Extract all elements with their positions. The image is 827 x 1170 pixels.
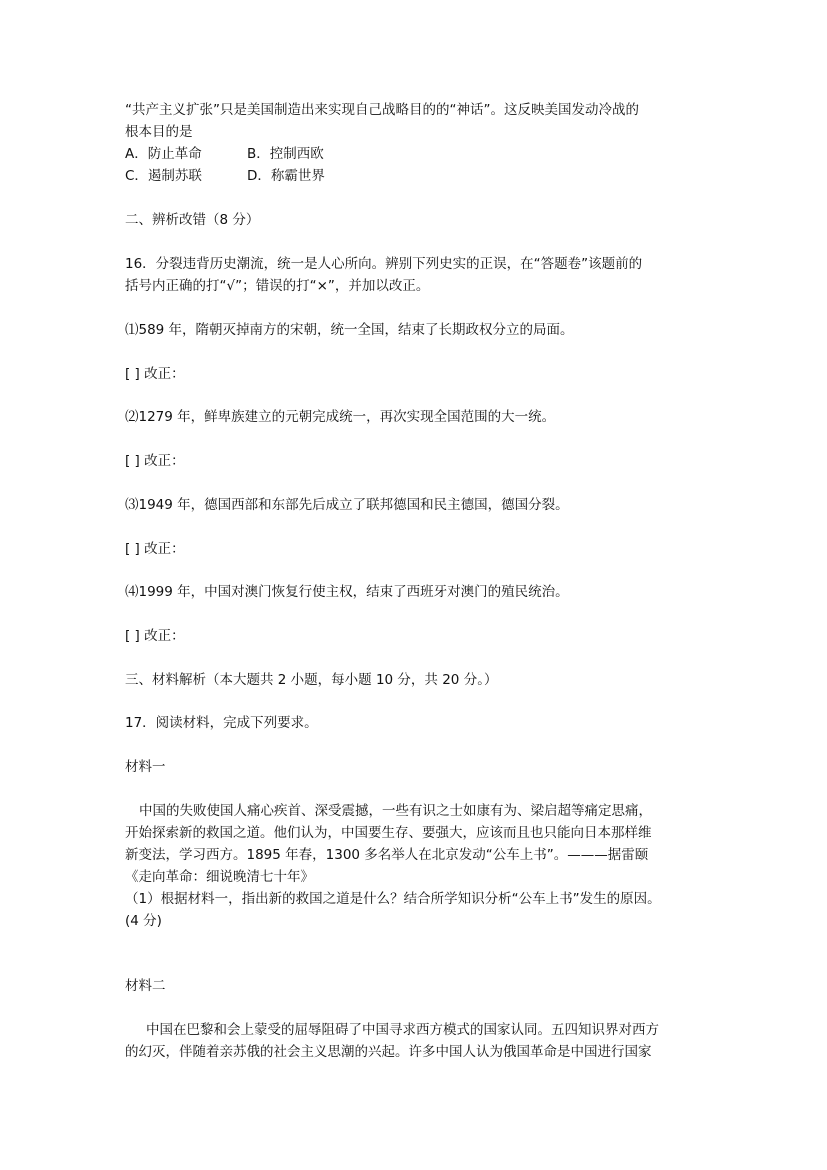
q15-options-row2 [125, 167, 325, 185]
material-1-line3: 新变法，学习西方。1895 年春，1300 多名举人在北京发动“公车上书”。———据雷颐 [125, 847, 649, 863]
q16-stem-line1: 16．分裂违背历史潮流，统一是人心所向。辨别下列史实的正误，在“答题卷”该题前的 [125, 256, 643, 272]
q16-item-1-correction: [ ] 改正： [125, 366, 185, 382]
q16-item-4: ⑷1999 年，中国对澳门恢复行使主权，结束了西班牙对澳门的殖民统治。 [125, 584, 569, 600]
q17-intro: 17．阅读材料，完成下列要求。 [125, 715, 318, 731]
q15-option-a: A．防止革命 [125, 146, 202, 162]
q16-item-3-correction: [ ] 改正： [125, 541, 185, 557]
q15-option-d: D．称霸世界 [247, 168, 325, 184]
material-1-source: 《走向革命：细说晚清七十年》 [125, 869, 314, 885]
material-1-label: 材料一 [125, 759, 166, 775]
q16-item-3: ⑶1949 年，德国西部和东部先后成立了联邦德国和民主德国，德国分裂。 [125, 497, 569, 513]
q16-item-2: ⑵1279 年，鲜卑族建立的元朝完成统一，再次实现全国范围的大一统。 [125, 409, 556, 425]
material-2-line2: 的幻灭，伴随着亲苏俄的社会主义思潮的兴起。许多中国人认为俄国革命是中国进行国家 [125, 1044, 652, 1060]
q17-sub1-line1: （1）根据材料一，指出新的救国之道是什么？结合所学知识分析“公车上书”发生的原因。 [125, 891, 661, 907]
section3-title: 三、材料解析（本大题共 2 小题，每小题 10 分，共 20 分。） [125, 672, 498, 688]
material-2-line1: 中国在巴黎和会上蒙受的屈辱阻碍了中国寻求西方模式的国家认同。五四知识界对西方 [146, 1022, 659, 1038]
q16-stem-line2: 括号内正确的打“√”；错误的打“×”，并加以改正。 [125, 278, 430, 294]
material-1-line2: 开始探索新的救国之道。他们认为，中国要生存、要强大，应该而且也只能向日本那样维 [125, 825, 652, 841]
material-2-label: 材料二 [125, 978, 166, 994]
q15-stem-line1: “共产主义扩张”只是美国制造出来实现自己战略目的的“神话”。这反映美国发动冷战的 [125, 102, 639, 118]
q15-option-c: C．遏制苏联 [125, 168, 202, 184]
q17-sub1-score: (4 分) [125, 913, 162, 929]
q16-item-4-correction: [ ] 改正： [125, 628, 185, 644]
q16-item-1: ⑴589 年，隋朝灭掉南方的宋朝，统一全国，结束了长期政权分立的局面。 [125, 322, 574, 338]
q15-option-b: B．控制西欧 [247, 146, 324, 162]
q15-options-row1 [125, 145, 324, 163]
q16-item-2-correction: [ ] 改正： [125, 453, 185, 469]
q15-stem-line2: 根本目的是 [125, 124, 193, 140]
material-1-line1: 中国的失败使国人痛心疾首、深受震撼，一些有识之士如康有为、梁启超等痛定思痛， [139, 803, 652, 819]
section2-title: 二、辨析改错（8 分） [125, 212, 260, 228]
